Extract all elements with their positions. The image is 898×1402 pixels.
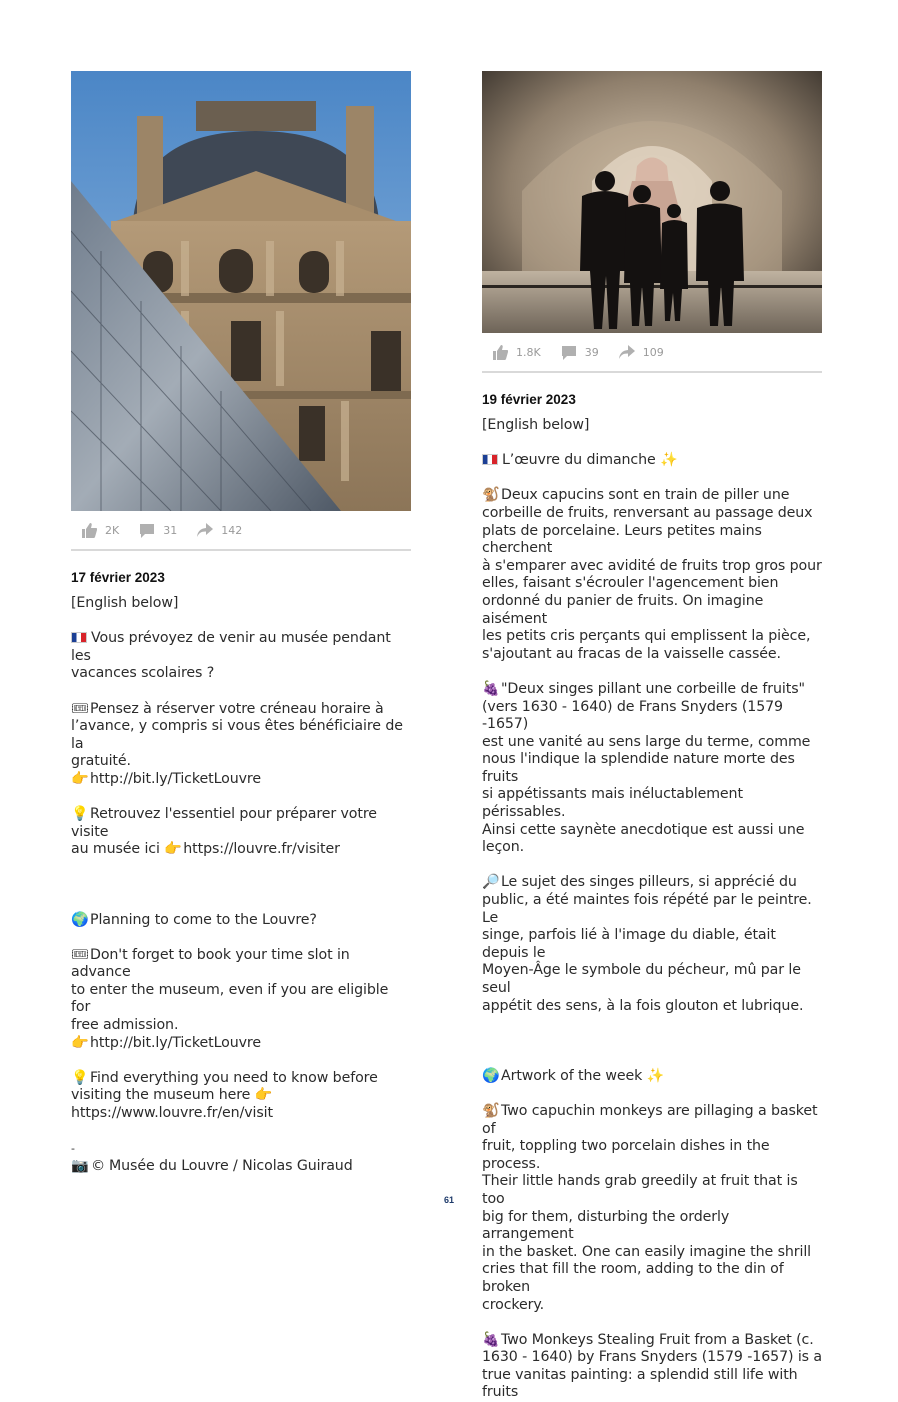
- comment-button[interactable]: [561, 345, 599, 360]
- text-line: plats de porcelaine. Leurs petites mains cherchent: [482, 522, 762, 557]
- paragraph: [71, 1035, 411, 1053]
- text-line: in the basket. One can easily imagine the shrill: [482, 1243, 812, 1260]
- text-line: leçon.: [482, 839, 525, 856]
- paragraph: [482, 487, 822, 505]
- text-line: ordonné du panier de fruits. On imagine aisément: [482, 592, 764, 627]
- share-count: 109: [642, 345, 664, 359]
- text-line: l’avance, y compris si vous êtes bénéficiaire de la: [71, 718, 403, 752]
- grapes-icon: 🍇: [482, 680, 500, 697]
- french-flag-icon: [482, 454, 498, 465]
- ticket-icon: 🎟: [71, 946, 89, 963]
- text-line: au musée ici: [71, 841, 160, 858]
- paragraph: [71, 771, 411, 789]
- paragraph: [71, 912, 411, 930]
- magnifying-glass-icon: 🔎: [482, 874, 500, 891]
- text-line: [English below]: [71, 595, 179, 611]
- post-date: 19 février 2023: [482, 392, 576, 407]
- post-body: [482, 417, 822, 1402]
- text-line: "Deux singes pillant une corbeille de fruits": [501, 680, 805, 697]
- paragraph: [71, 701, 411, 719]
- text-line: Find everything you need to know before: [90, 1069, 378, 1086]
- text-line: Artwork of the week: [501, 1067, 643, 1084]
- text-line: visiting the museum here: [71, 1087, 251, 1104]
- text-line: Moyen-Âge le symbole du pécheur, mû par le seul: [482, 962, 801, 996]
- text-line: gratuité.: [71, 753, 131, 770]
- ticket-link[interactable]: http://bit.ly/TicketLouvre: [90, 770, 261, 787]
- text-line: Don't forget to book your time slot in advance: [71, 946, 350, 981]
- text-line: vacances scolaires ?: [71, 665, 215, 682]
- ticket-icon: 🎟: [71, 700, 89, 717]
- like-button[interactable]: [81, 523, 119, 538]
- pointing-hand-icon: 👉: [71, 1034, 89, 1051]
- paragraph: [482, 452, 822, 470]
- like-count: 2K: [105, 523, 120, 537]
- pointing-hand-icon: 👉: [71, 770, 89, 787]
- text-line: les petits cris perçants qui emplissent la pièce,: [482, 628, 811, 645]
- photo-credit: [71, 1158, 411, 1176]
- share-button[interactable]: [619, 345, 664, 360]
- paragraph: [482, 1068, 822, 1086]
- page-number: 61: [443, 1195, 454, 1205]
- paragraph: [482, 1332, 822, 1350]
- paragraph: [71, 630, 411, 665]
- thumbs-up-icon: [81, 523, 97, 538]
- grapes-icon: 🍇: [482, 1331, 500, 1348]
- like-count: 1.8K: [516, 345, 541, 359]
- paragraph: [482, 681, 822, 699]
- text-line: fruit, toppling two porcelain dishes in the process.: [482, 1138, 770, 1172]
- visit-link[interactable]: https://www.louvre.fr/en/visit: [71, 1105, 273, 1122]
- share-button[interactable]: [197, 523, 242, 538]
- text-line: public, a été maintes fois répété par le peintre. Le: [482, 892, 812, 926]
- speech-bubble-icon: [139, 523, 155, 538]
- text-line: (vers 1630 - 1640) de Frans Snyders (1579 -1657): [482, 698, 783, 733]
- text-line: Retrouvez l'essentiel pour préparer votre visite: [71, 806, 377, 840]
- text-line: appétit des sens, à la fois glouton et lubrique.: [482, 997, 804, 1014]
- text-line: Two Monkeys Stealing Fruit from a Basket (c.: [501, 1331, 814, 1348]
- paragraph: [71, 1087, 411, 1105]
- text-line: 1630 - 1640) by Frans Snyders (1579 -1657) is a: [482, 1349, 822, 1366]
- text-line: nous l'indique la splendide nature morte des fruits: [482, 751, 795, 785]
- separator-text: -: [71, 1142, 75, 1156]
- text-line: s'ajoutant au fracas de la vaisselle cassée.: [482, 645, 781, 662]
- text-line: singe, parfois lié à l'image du diable, était depuis le: [482, 927, 776, 961]
- pointing-hand-icon: 👉: [164, 841, 182, 858]
- text-line: crockery.: [482, 1296, 545, 1313]
- paragraph: [71, 841, 411, 859]
- text-line: Vous prévoyez de venir au musée pendant les: [71, 630, 391, 664]
- text-line: Their little hands grab greedily at fruit that is too: [482, 1173, 798, 1207]
- sparkles-icon: ✨: [660, 452, 678, 469]
- share-arrow-icon: [619, 345, 635, 360]
- thumbs-up-icon: [492, 345, 508, 360]
- comment-count: 39: [584, 345, 599, 359]
- globe-icon: 🌍: [482, 1067, 500, 1084]
- text-line: est une vanité au sens large du terme, comme: [482, 733, 811, 750]
- french-flag-icon: [71, 632, 87, 643]
- ticket-link[interactable]: http://bit.ly/TicketLouvre: [90, 1034, 261, 1051]
- light-bulb-icon: 💡: [71, 806, 89, 823]
- sparkles-icon: ✨: [646, 1067, 665, 1084]
- globe-icon: 🌍: [71, 911, 89, 928]
- text-line: elles, faisant s'écrouler l'agencement bien: [482, 575, 779, 592]
- text-line: free admission.: [71, 1017, 179, 1034]
- sphinx-gallery-photo[interactable]: [482, 71, 822, 333]
- left-post: [71, 71, 411, 1175]
- text-line: si appétissants mais inéluctablement périssables.: [482, 786, 743, 821]
- text-line: Ainsi cette saynète anecdotique est aussi une: [482, 821, 805, 838]
- post-body: [71, 595, 411, 1175]
- pointing-hand-icon: 👉: [254, 1087, 273, 1104]
- paragraph: [482, 874, 822, 892]
- paragraph: [71, 1070, 411, 1088]
- text-line: to enter the museum, even if you are eligible for: [71, 981, 389, 1016]
- text-line: Two capuchin monkeys are pillaging a basket of: [482, 1102, 818, 1137]
- comment-button[interactable]: [139, 523, 177, 538]
- text-line: Planning to come to the Louvre?: [90, 911, 317, 928]
- visit-link[interactable]: https://louvre.fr/visiter: [183, 841, 340, 858]
- text-line: à s'emparer avec avidité de fruits trop gros pour: [482, 557, 822, 574]
- monkey-icon: 🐒: [482, 487, 500, 504]
- post-date: 17 février 2023: [71, 570, 165, 585]
- text-line: cries that fill the room, adding to the din of broken: [482, 1261, 784, 1295]
- text-line: true vanitas painting: a splendid still life with fruits: [482, 1366, 798, 1401]
- left-post-stats: [71, 511, 411, 551]
- share-arrow-icon: [197, 523, 213, 538]
- speech-bubble-icon: [561, 345, 577, 360]
- text-line: Deux capucins sont en train de piller une: [501, 487, 790, 504]
- paragraph: [71, 806, 411, 841]
- text-line: L’œuvre du dimanche: [502, 452, 656, 469]
- paragraph: [71, 947, 411, 982]
- credit-text: Musée du Louvre / Nicolas Guiraud: [109, 1157, 353, 1174]
- copyright-icon: ©: [90, 1157, 106, 1174]
- light-bulb-icon: 💡: [71, 1069, 89, 1086]
- text-line: Le sujet des singes pilleurs, si apprécié du: [501, 874, 797, 891]
- comment-count: 31: [163, 523, 178, 537]
- share-count: 142: [221, 523, 243, 537]
- text-line: Pensez à réserver votre créneau horaire à: [90, 700, 384, 717]
- monkey-icon: 🐒: [482, 1102, 500, 1119]
- text-line: big for them, disturbing the orderly arrangement: [482, 1208, 730, 1243]
- text-line: corbeille de fruits, renversant au passage deux: [482, 504, 813, 521]
- text-line: [English below]: [482, 417, 590, 433]
- right-post-stats: [482, 333, 822, 373]
- camera-icon: 📷: [71, 1157, 89, 1174]
- paragraph: [482, 1103, 822, 1138]
- like-button[interactable]: [492, 345, 541, 360]
- louvre-pavilion-photo[interactable]: [71, 71, 411, 511]
